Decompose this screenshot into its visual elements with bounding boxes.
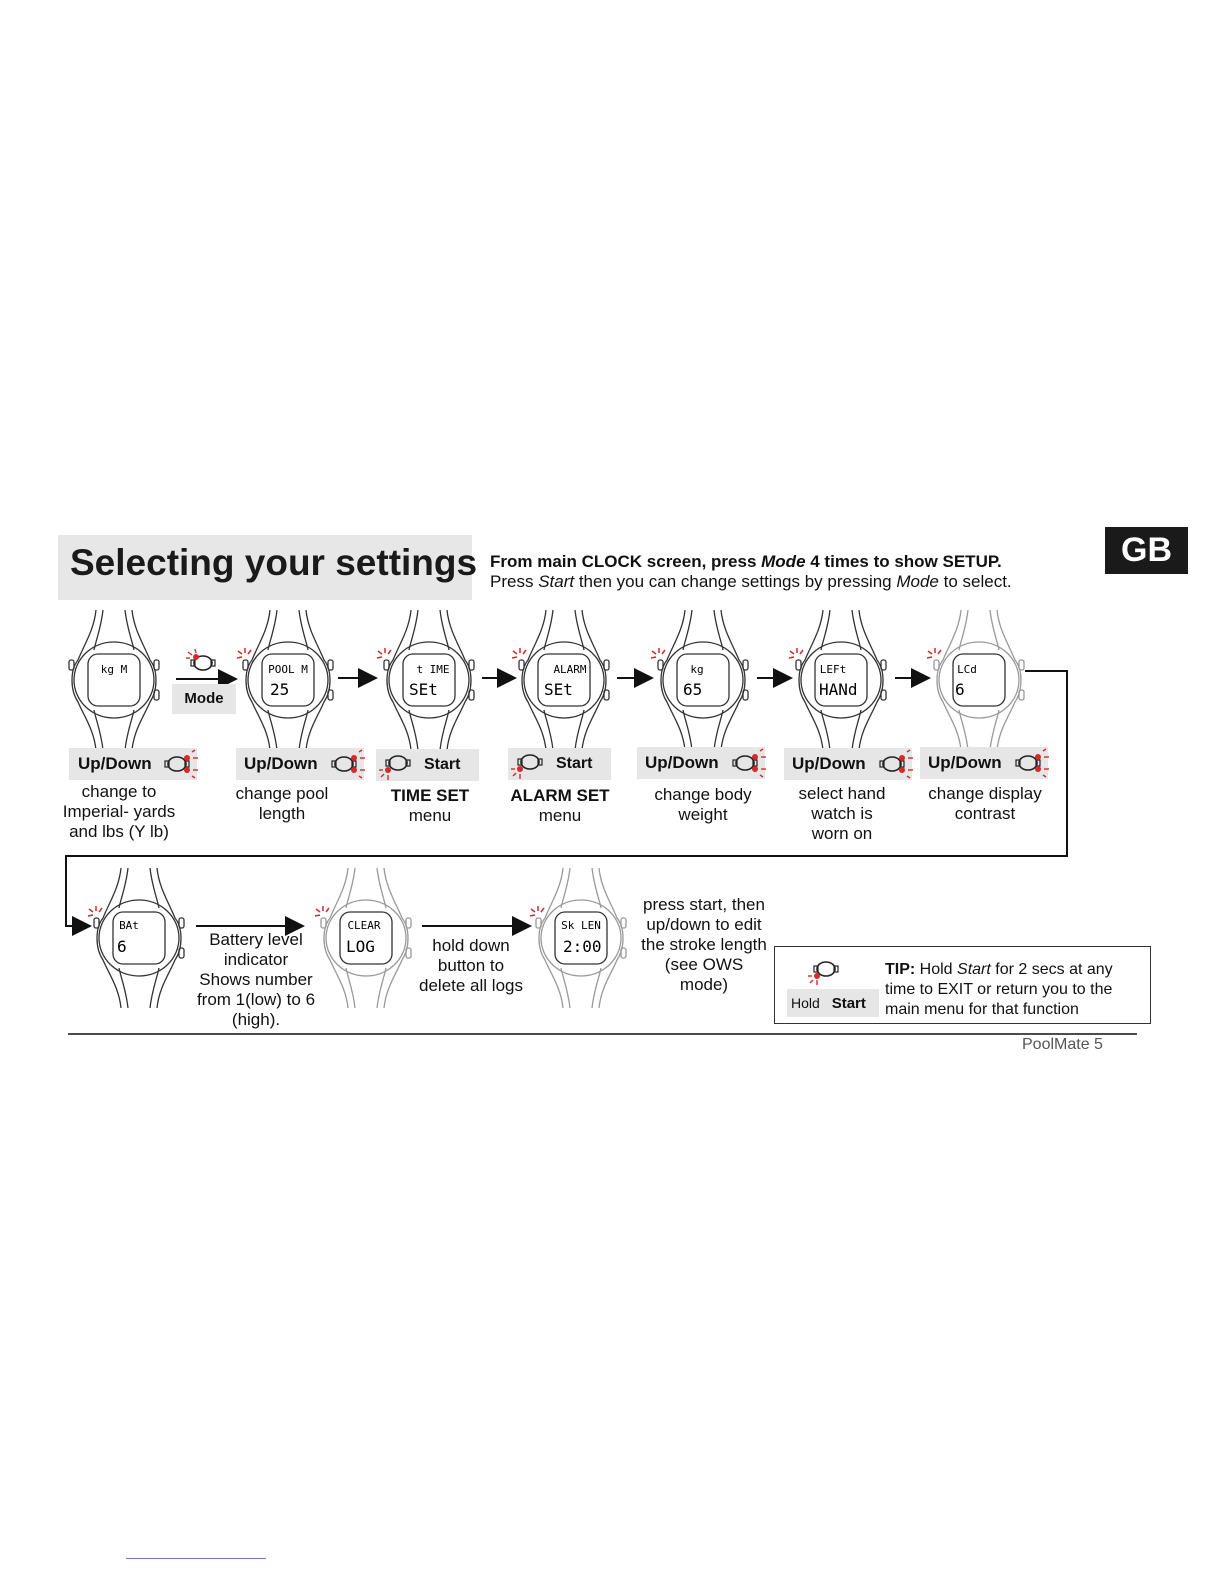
watch-line1: POOL M — [268, 663, 308, 676]
mode-button-icon — [184, 648, 220, 678]
watch-line2: 6 — [117, 937, 127, 956]
page-title: Selecting your settings — [70, 542, 478, 583]
intro-line-1: From main CLOCK screen, press Mode 4 times to show SETUP. — [490, 552, 1002, 571]
updown-button-icon — [876, 748, 916, 780]
watch-line2: SEt — [544, 680, 573, 699]
watch-line1: BAt — [119, 919, 139, 932]
clear-logs-description: hold down button to delete all logs — [419, 936, 523, 995]
step-2-description: change pool length — [235, 784, 329, 823]
watch-line2: SEt — [409, 680, 438, 699]
watch-line1: ALARM — [553, 663, 587, 676]
step-2-button: Up/Down — [236, 748, 364, 780]
watch-line1: kg M — [100, 663, 128, 676]
updown-button-icon — [328, 748, 368, 780]
step-3-button: Start — [376, 749, 479, 781]
watch-line1: Sk LEN — [561, 919, 601, 932]
start-button-icon — [806, 955, 842, 985]
intro-line-2: Press Start then you can change settings by pressing Mode to select. — [490, 572, 1012, 591]
updown-button-icon — [1012, 747, 1052, 779]
step-1-description: change to Imperial- yards and lbs (Y lb) — [62, 782, 176, 841]
footer-link-line — [126, 1558, 266, 1559]
watch-line1: LEFt — [819, 663, 847, 676]
step-7-button: Up/Down — [920, 747, 1048, 779]
updown-button-icon — [161, 748, 201, 780]
start-button-icon — [508, 748, 548, 780]
step-5-description: change body weight — [654, 785, 752, 824]
watch-line2: 2:00 — [563, 937, 602, 956]
watch-line1: kg — [690, 663, 704, 676]
mode-button-label: Mode — [172, 684, 236, 714]
stroke-length-description: press start, then up/down to edit the stroke length (see OWS mode) — [641, 895, 767, 994]
watch-line2: 65 — [683, 680, 703, 699]
tip-text: TIP: Hold Start for 2 secs at any time to EXIT or return you to the main menu for that function — [885, 961, 1113, 1018]
watch-line2: 25 — [270, 680, 290, 699]
start-button-icon — [376, 749, 416, 781]
watch-line2: HANd — [819, 680, 858, 699]
step-3-description: TIME SET menu — [390, 786, 470, 825]
step-6-description: select hand watch is worn on — [798, 784, 886, 843]
watch-line1: t IME — [416, 663, 450, 676]
updown-button-icon — [729, 747, 769, 779]
watch-line1: CLEAR — [347, 919, 381, 932]
hold-start-label: Hold Start — [787, 989, 879, 1017]
watch-line2: LOG — [346, 937, 375, 956]
step-1-button: Up/Down — [69, 748, 197, 780]
step-4-description: ALARM SET menu — [510, 786, 610, 825]
language-tab: GB — [1105, 527, 1188, 574]
step-4-button: Start — [508, 748, 611, 780]
step-7-description: change display contrast — [928, 784, 1042, 823]
step-5-button: Up/Down — [637, 747, 765, 779]
watch-line2: 6 — [955, 680, 965, 699]
step-6-button: Up/Down — [784, 748, 912, 780]
page-footer: PoolMate 5 — [1022, 1036, 1103, 1053]
watch-line1: LCd — [957, 663, 977, 676]
battery-description: Battery level indicator Shows number from 1(low) to 6 (high). — [196, 930, 316, 1029]
